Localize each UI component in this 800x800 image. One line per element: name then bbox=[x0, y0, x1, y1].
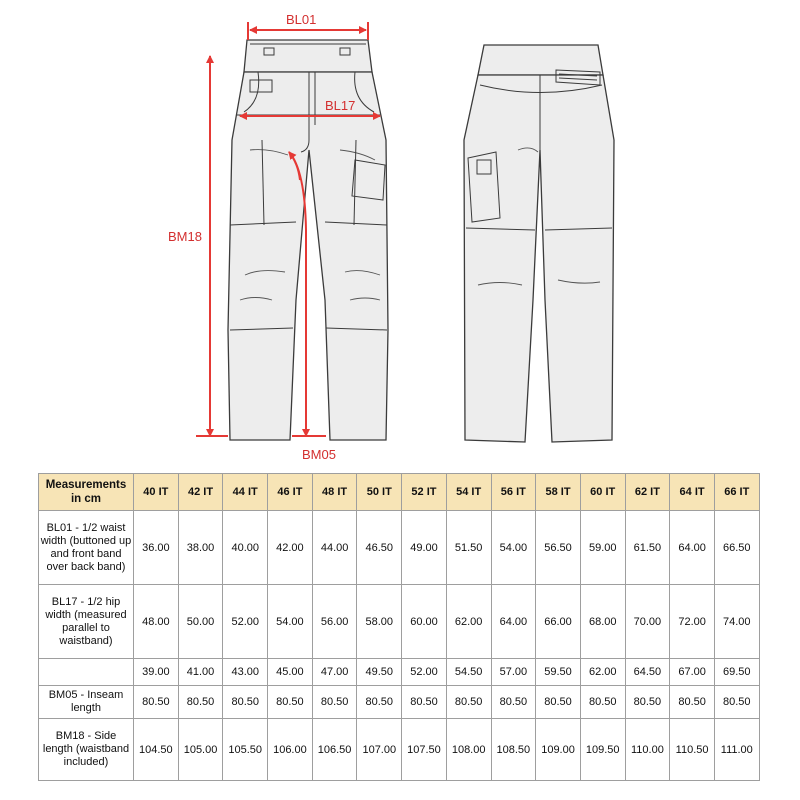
table-cell: 80.50 bbox=[223, 686, 268, 719]
table-cell: 54.50 bbox=[446, 659, 491, 686]
table-cell: 72.00 bbox=[670, 585, 715, 659]
size-header-9: 58 IT bbox=[536, 474, 581, 511]
table-cell: 38.00 bbox=[178, 511, 223, 585]
table-cell: 104.50 bbox=[134, 719, 179, 781]
table-cell: 80.50 bbox=[178, 686, 223, 719]
row-label bbox=[39, 659, 134, 686]
table-cell: 108.00 bbox=[446, 719, 491, 781]
table-cell: 105.00 bbox=[178, 719, 223, 781]
table-row bbox=[39, 719, 760, 781]
table-cell: 47.00 bbox=[312, 659, 357, 686]
size-header-2: 44 IT bbox=[223, 474, 268, 511]
row-label: BM18 - Side length (waistband included) bbox=[39, 719, 134, 781]
table-cell: 66.50 bbox=[714, 511, 759, 585]
size-header-6: 52 IT bbox=[402, 474, 447, 511]
bl01-dimension bbox=[248, 12, 368, 40]
row-label: BM05 - Inseam length bbox=[39, 686, 134, 719]
bm18-label: BM18 bbox=[168, 229, 202, 244]
table-cell: 59.50 bbox=[536, 659, 581, 686]
table-cell: 80.50 bbox=[402, 686, 447, 719]
table-cell: 49.50 bbox=[357, 659, 402, 686]
table-cell: 45.00 bbox=[268, 659, 313, 686]
table-cell: 50.00 bbox=[178, 585, 223, 659]
table-cell: 62.00 bbox=[580, 659, 625, 686]
table-cell: 44.00 bbox=[312, 511, 357, 585]
table-cell: 107.50 bbox=[402, 719, 447, 781]
table-cell: 52.00 bbox=[402, 659, 447, 686]
pants-back-view bbox=[464, 45, 614, 442]
table-cell: 80.50 bbox=[670, 686, 715, 719]
table-cell: 57.00 bbox=[491, 659, 536, 686]
size-header-1: 42 IT bbox=[178, 474, 223, 511]
table-row bbox=[39, 511, 760, 585]
table-cell: 68.00 bbox=[580, 585, 625, 659]
table-cell: 80.50 bbox=[268, 686, 313, 719]
table-cell: 42.00 bbox=[268, 511, 313, 585]
table-cell: 60.00 bbox=[402, 585, 447, 659]
table-cell: 39.00 bbox=[134, 659, 179, 686]
table-cell: 52.00 bbox=[223, 585, 268, 659]
table-cell: 80.50 bbox=[134, 686, 179, 719]
table-header-row bbox=[39, 474, 760, 511]
table-cell: 80.50 bbox=[491, 686, 536, 719]
table-cell: 80.50 bbox=[714, 686, 759, 719]
table-cell: 80.50 bbox=[536, 686, 581, 719]
pants-front-view bbox=[228, 40, 388, 440]
bm18-dimension bbox=[168, 56, 228, 436]
table-cell: 61.50 bbox=[625, 511, 670, 585]
size-header-4: 48 IT bbox=[312, 474, 357, 511]
table-cell: 109.00 bbox=[536, 719, 581, 781]
size-header-3: 46 IT bbox=[268, 474, 313, 511]
bl17-label: BL17 bbox=[325, 98, 356, 113]
size-header-5: 50 IT bbox=[357, 474, 402, 511]
table-cell: 108.50 bbox=[491, 719, 536, 781]
table-cell: 36.00 bbox=[134, 511, 179, 585]
row-label: BL17 - 1/2 hip width (measured parallel to waistband) bbox=[39, 585, 134, 659]
bl01-label: BL01 bbox=[286, 12, 317, 27]
table-cell: 54.00 bbox=[268, 585, 313, 659]
size-header-0: 40 IT bbox=[134, 474, 179, 511]
table-cell: 70.00 bbox=[625, 585, 670, 659]
table-header-label: Measurements in cm bbox=[39, 474, 134, 511]
size-header-10: 60 IT bbox=[580, 474, 625, 511]
table-cell: 64.50 bbox=[625, 659, 670, 686]
table-body bbox=[39, 511, 760, 781]
size-header-11: 62 IT bbox=[625, 474, 670, 511]
table-cell: 106.50 bbox=[312, 719, 357, 781]
table-cell: 43.00 bbox=[223, 659, 268, 686]
table-cell: 80.50 bbox=[357, 686, 402, 719]
size-chart-table bbox=[38, 473, 760, 781]
table-cell: 110.00 bbox=[625, 719, 670, 781]
table-cell: 64.00 bbox=[491, 585, 536, 659]
table-cell: 54.00 bbox=[491, 511, 536, 585]
row-label: BL01 - 1/2 waist width (buttoned up and front band over back band) bbox=[39, 511, 134, 585]
table-row bbox=[39, 659, 760, 686]
table-cell: 80.50 bbox=[580, 686, 625, 719]
table-cell: 111.00 bbox=[714, 719, 759, 781]
size-header-8: 56 IT bbox=[491, 474, 536, 511]
table-cell: 51.50 bbox=[446, 511, 491, 585]
size-header-7: 54 IT bbox=[446, 474, 491, 511]
table-cell: 110.50 bbox=[670, 719, 715, 781]
table-cell: 56.00 bbox=[312, 585, 357, 659]
size-header-13: 66 IT bbox=[714, 474, 759, 511]
table-cell: 107.00 bbox=[357, 719, 402, 781]
table-cell: 59.00 bbox=[580, 511, 625, 585]
table-cell: 109.50 bbox=[580, 719, 625, 781]
table-cell: 58.00 bbox=[357, 585, 402, 659]
table-cell: 41.00 bbox=[178, 659, 223, 686]
table-cell: 64.00 bbox=[670, 511, 715, 585]
table-cell: 80.50 bbox=[625, 686, 670, 719]
table-cell: 48.00 bbox=[134, 585, 179, 659]
table-cell: 67.00 bbox=[670, 659, 715, 686]
table-cell: 56.50 bbox=[536, 511, 581, 585]
table-row bbox=[39, 585, 760, 659]
table-cell: 74.00 bbox=[714, 585, 759, 659]
table-cell: 80.50 bbox=[446, 686, 491, 719]
size-header-12: 64 IT bbox=[670, 474, 715, 511]
table-cell: 80.50 bbox=[312, 686, 357, 719]
table-cell: 66.00 bbox=[536, 585, 581, 659]
table-cell: 46.50 bbox=[357, 511, 402, 585]
table-cell: 69.50 bbox=[714, 659, 759, 686]
table-row bbox=[39, 686, 760, 719]
bm05-label: BM05 bbox=[302, 447, 336, 462]
table-cell: 62.00 bbox=[446, 585, 491, 659]
table-cell: 40.00 bbox=[223, 511, 268, 585]
table-cell: 49.00 bbox=[402, 511, 447, 585]
table-cell: 105.50 bbox=[223, 719, 268, 781]
table-cell: 106.00 bbox=[268, 719, 313, 781]
